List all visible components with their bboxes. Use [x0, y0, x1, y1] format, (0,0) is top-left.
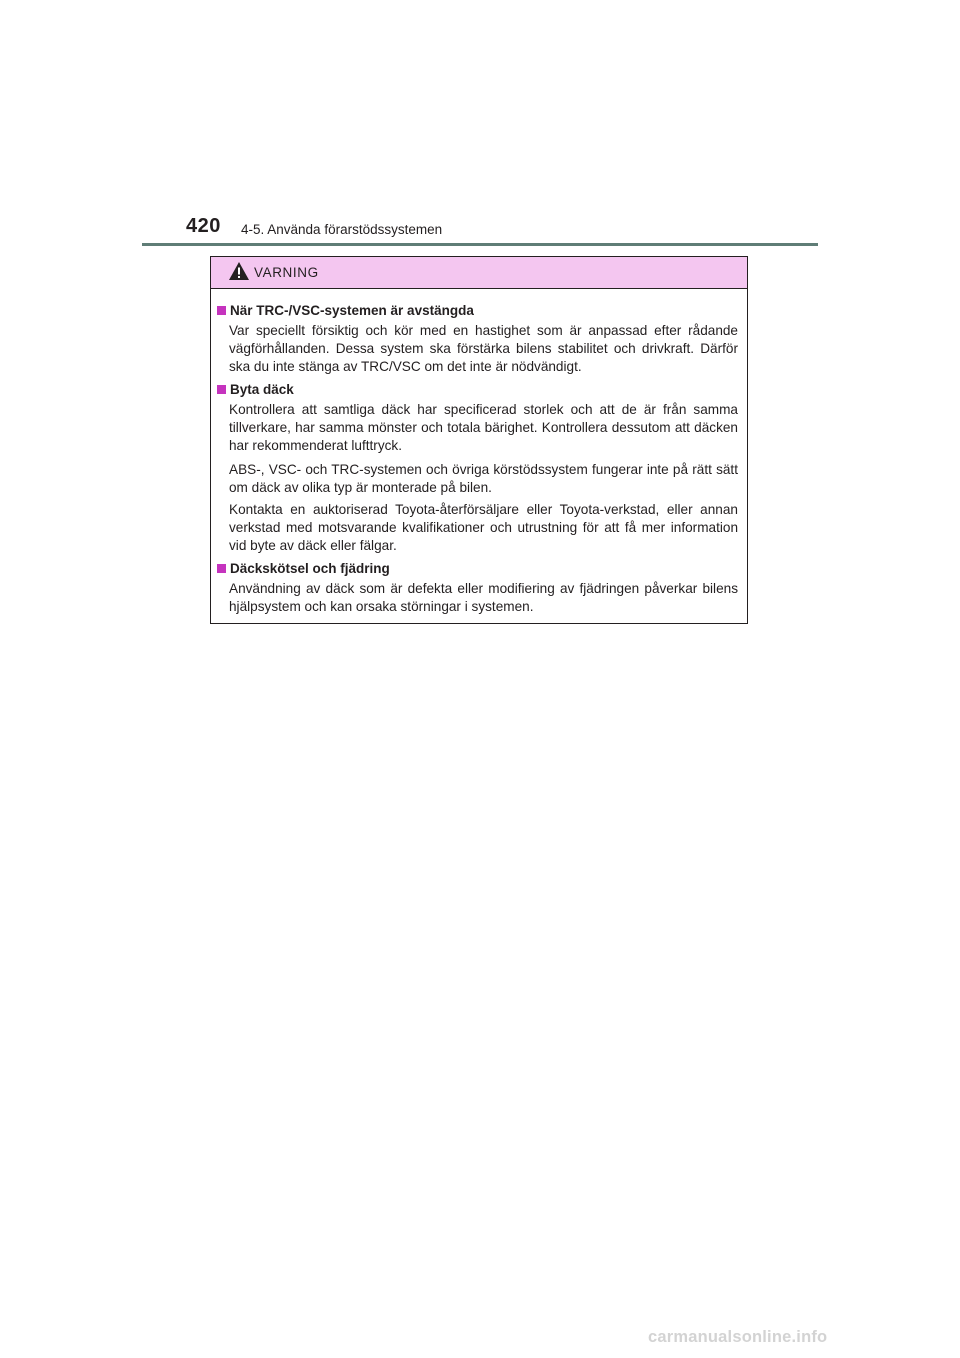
paragraph: Kontrollera att samtliga däck har specificerad storlek och att de är från samma tillverkare, har samma mönster och totala bärighet. Kontrollera dessutom att däcken har rekommenderat lufttryck.: [229, 402, 738, 453]
square-bullet-icon: [217, 385, 226, 394]
section-heading-text: När TRC-/VSC-systemen är avstängda: [230, 303, 474, 318]
section-heading: [217, 559, 738, 578]
warning-header: [211, 257, 747, 289]
paragraph: Var speciellt försiktig och kör med en hastighet som är anpassad efter rådande vägförhållanden. Dessa system ska förstärka bilens stabilitet och drivkraft. Därför ska du inte stänga av TRC/VSC om det inte är nödvändigt.: [229, 323, 738, 374]
warning-section: [217, 559, 738, 616]
paragraph: Användning av däck som är defekta eller modifiering av fjädringen påverkar bilens hjälpsystem och kan orsaka störningar i systemen.: [229, 581, 738, 614]
warning-triangle-icon: [228, 261, 250, 281]
warning-body: [211, 289, 747, 616]
section-heading: [217, 380, 738, 399]
square-bullet-icon: [217, 564, 226, 573]
warning-label: VARNING: [254, 265, 319, 280]
warning-box: [210, 256, 748, 624]
section-heading-text: Däckskötsel och fjädring: [230, 561, 390, 576]
warning-section: [217, 301, 738, 376]
section-title: 4-5. Använda förarstödssystemen: [241, 222, 443, 237]
header-rule: [142, 243, 818, 246]
square-bullet-icon: [217, 306, 226, 315]
paragraph: ABS-, VSC- och TRC-systemen och övriga körstödssystem fungerar inte på rätt sätt om däck av olika typ är monterade på bilen.: [229, 462, 738, 495]
paragraph: Kontakta en auktoriserad Toyota-återförsäljare eller Toyota-verkstad, eller annan verkstad med motsvarande kvalifikationer och utrustning för att få mer information vid byte av däck eller fälgar.: [229, 502, 738, 553]
watermark: carmanualsonline.info: [648, 1328, 828, 1346]
section-heading-text: Byta däck: [230, 382, 294, 397]
warning-section: [217, 380, 738, 555]
page-number: 420: [186, 215, 221, 237]
section-heading: [217, 301, 738, 320]
